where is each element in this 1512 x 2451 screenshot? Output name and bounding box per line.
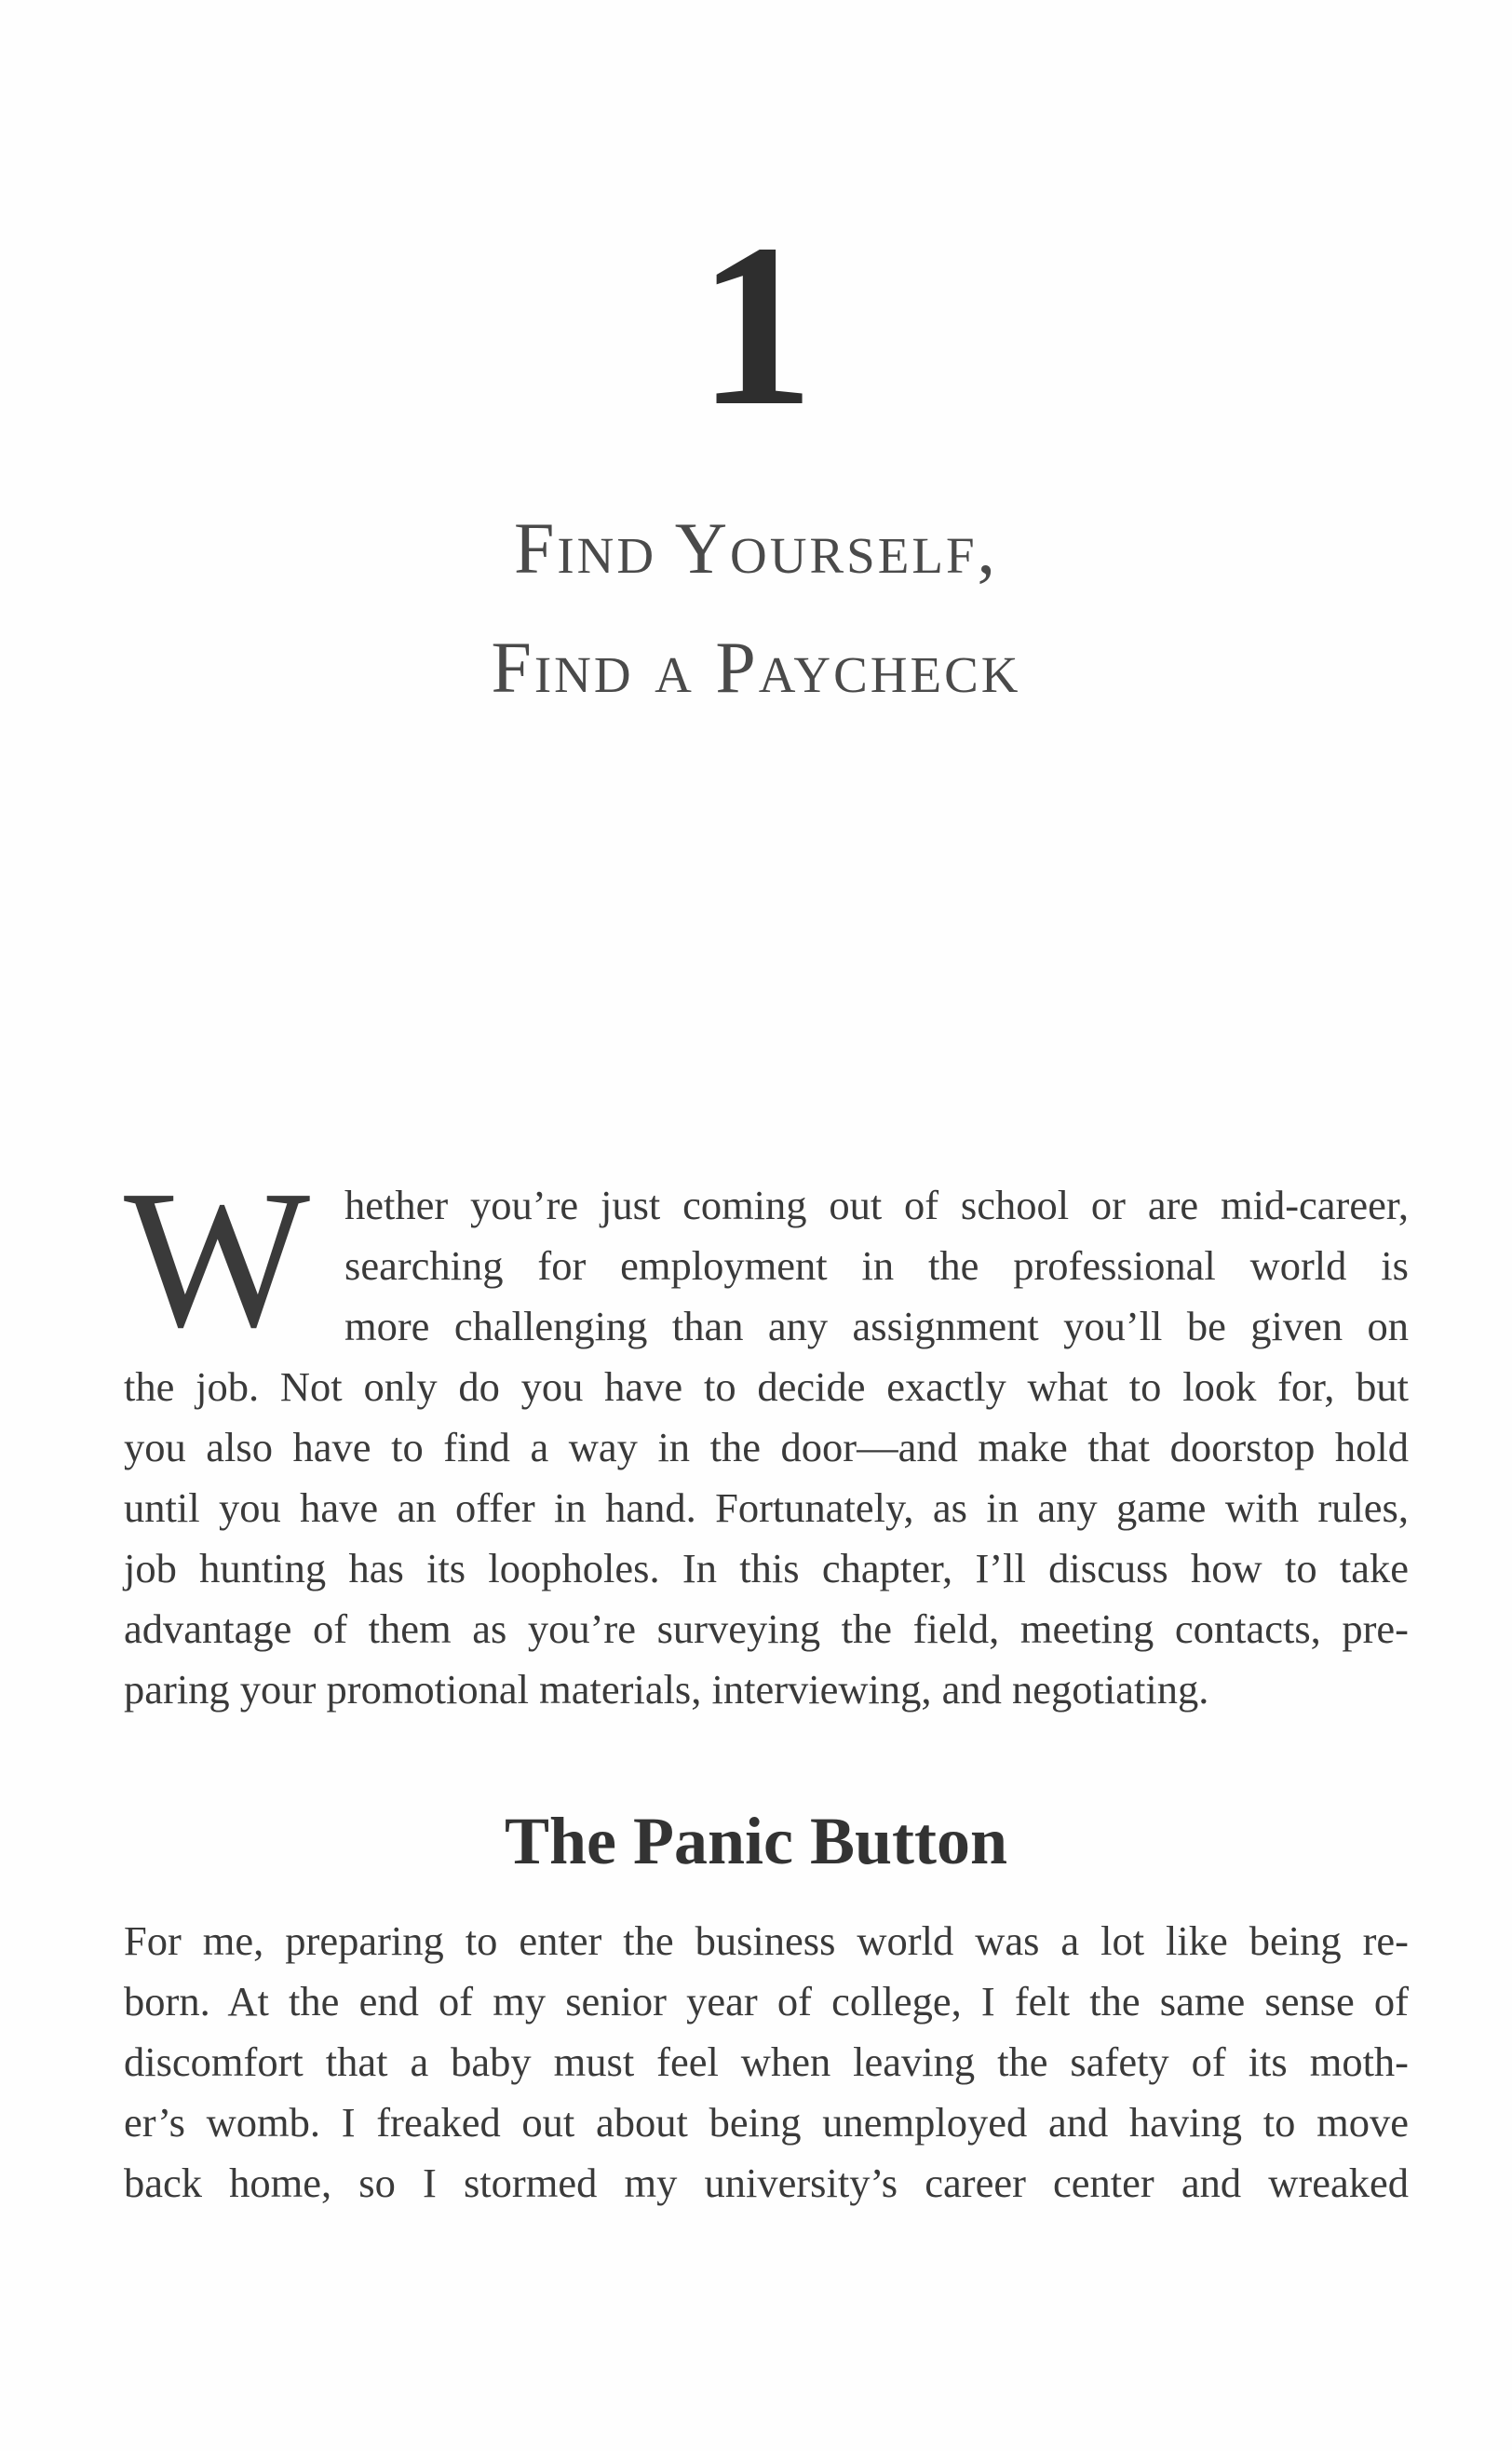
paragraph-line: more challenging than any assignment you’ll be given on [344, 1303, 1409, 1349]
paragraph-line: For me, preparing to enter the business world was a lot like being re- [124, 1917, 1409, 1964]
paragraph-line: back home, so I stormed my university’s career center and wreaked [124, 2160, 1409, 2206]
paragraph-line: hether you’re just coming out of school or are mid-career, [344, 1182, 1409, 1228]
paragraph-line: you also have to find a way in the door—and make that doorstop hold [124, 1424, 1409, 1470]
paragraph-line: born. At the end of my senior year of college, I felt the same sense of [124, 1978, 1409, 2024]
chapter-title-line-2: Find a Paycheck [491, 627, 1021, 708]
chapter-title [0, 489, 1512, 727]
intro-paragraph-indented [344, 1175, 1409, 1357]
section-paragraph [124, 1911, 1409, 2214]
intro-paragraph [124, 1357, 1409, 1720]
paragraph-line: the job. Not only do you have to decide exactly what to look for, but [124, 1363, 1409, 1410]
paragraph-line: advantage of them as you’re surveying the field, meeting contacts, pre- [124, 1605, 1409, 1652]
section-heading: The Panic Button [504, 1804, 1008, 1878]
paragraph-line: until you have an offer in hand. Fortunately, as in any game with rules, [124, 1484, 1409, 1531]
chapter-title-line-1: Find Yourself, [513, 508, 999, 589]
paragraph-line: discomfort that a baby must feel when leaving the safety of its moth- [124, 2038, 1409, 2085]
paragraph-line: paring your promotional materials, interviewing, and negotiating. [124, 1666, 1209, 1713]
paragraph-line: er’s womb. I freaked out about being unemployed and having to move [124, 2099, 1409, 2146]
drop-cap: W [124, 1149, 311, 1368]
chapter-number: 1 [697, 196, 815, 454]
paragraph-line: job hunting has its loopholes. In this chapter, I’ll discuss how to take [124, 1545, 1409, 1591]
paragraph-line: searching for employment in the professional world is [344, 1242, 1409, 1289]
